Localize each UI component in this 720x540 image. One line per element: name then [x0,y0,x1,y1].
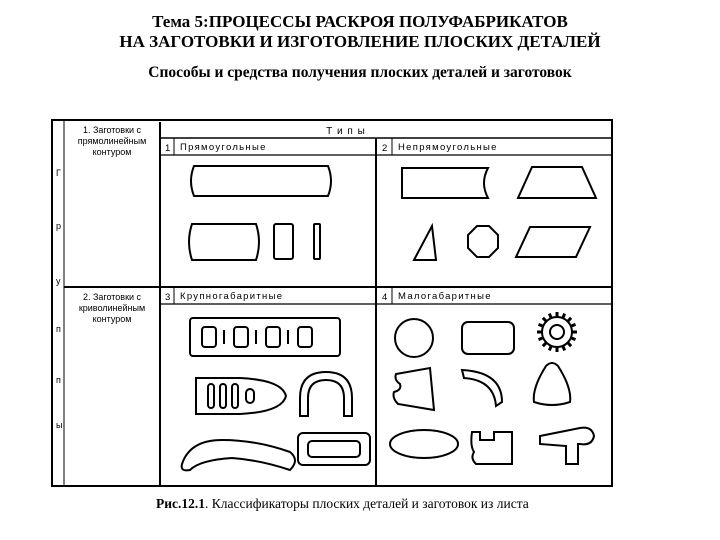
curved-end-shape [402,168,488,198]
types-header: Т и п ы [326,126,366,137]
gear-tooth [563,346,565,351]
triangle-shape [414,226,436,260]
arch-shape [300,372,352,416]
group1-label-line: 1. Заготовки с [82,125,142,135]
caption-text: . Классификаторы плоских деталей и заготовок из листа [205,496,529,511]
long-strip-shape [191,166,331,196]
thin-bar-shape [314,224,320,259]
side-letter: у [56,276,61,286]
circle-shape [395,319,433,357]
page-subtitle: Способы и средства получения плоских деталей и заготовок [148,64,572,81]
rivet-shape [540,428,594,464]
gear-tooth [549,314,551,319]
cell1-shapes [189,166,331,260]
cell-label-rectangular: Прямоугольные [180,142,267,153]
gear-tooth [571,338,576,340]
side-letter: п [56,375,61,385]
page-title-line-1: Тема 5:ПРОЦЕССЫ РАСКРОЯ ПОЛУФАБРИКАТОВ [152,12,568,31]
gear-tooth [568,343,572,347]
notched-block-shape [394,368,435,410]
group1-label-line: контуром [92,147,132,157]
gear-tooth [539,324,544,326]
gear-tooth [543,318,547,322]
frame-inner-shape [308,441,360,457]
cell-number: 3 [165,292,172,303]
rounded-rect-shape [462,322,514,354]
side-letter: р [56,221,62,231]
side-letter: Г [56,168,61,178]
bell-shape [534,363,571,405]
gear-tooth [549,346,551,351]
cell-label-large: Крупногабаритные [180,291,284,302]
gear-tooth [563,314,565,319]
group1-label-line: прямолинейным [77,136,147,146]
octagon-shape [468,226,498,257]
cell4-shapes [390,312,594,464]
side-letter: ы [56,420,63,430]
group2-label-line: 2. Заготовки с [82,292,142,302]
cell-number: 2 [382,143,389,154]
caption-figure-number: Рис.12.1 [156,496,206,511]
gear-tooth [571,324,576,326]
stepped-plate-shape [471,432,512,464]
group2-label-line: криволинейным [78,303,146,313]
horseshoe-shape [462,370,502,406]
parallelogram-shape [516,227,590,257]
short-strip-shape [189,224,259,260]
plate-hole-shape [202,327,312,347]
cell-label-small: Малогабаритные [398,291,492,302]
gear-shape [537,312,577,352]
page-title-line-2: НА ЗАГОТОВКИ И ИЗГОТОВЛЕНИЕ ПЛОСКИХ ДЕТАЛЕЙ [119,32,601,51]
oval-shape [390,430,458,458]
figure-caption [156,496,529,512]
boomerang-shape [182,440,295,470]
group2-label-line: контуром [92,314,132,324]
cell2-shapes [402,167,596,260]
side-letter: п [56,324,61,334]
cell-label-nonrectangular: Непрямоугольные [398,142,498,153]
gear-tooth [568,318,572,322]
trapezoid-shape [518,167,596,198]
bullet-slot-shape [208,384,254,408]
small-rectangle-shape [274,224,293,259]
cell-number: 1 [165,143,172,154]
gear-tooth [539,338,544,340]
cell3-shapes [182,318,370,470]
gear-tooth [543,343,547,347]
cell-number: 4 [382,292,389,303]
